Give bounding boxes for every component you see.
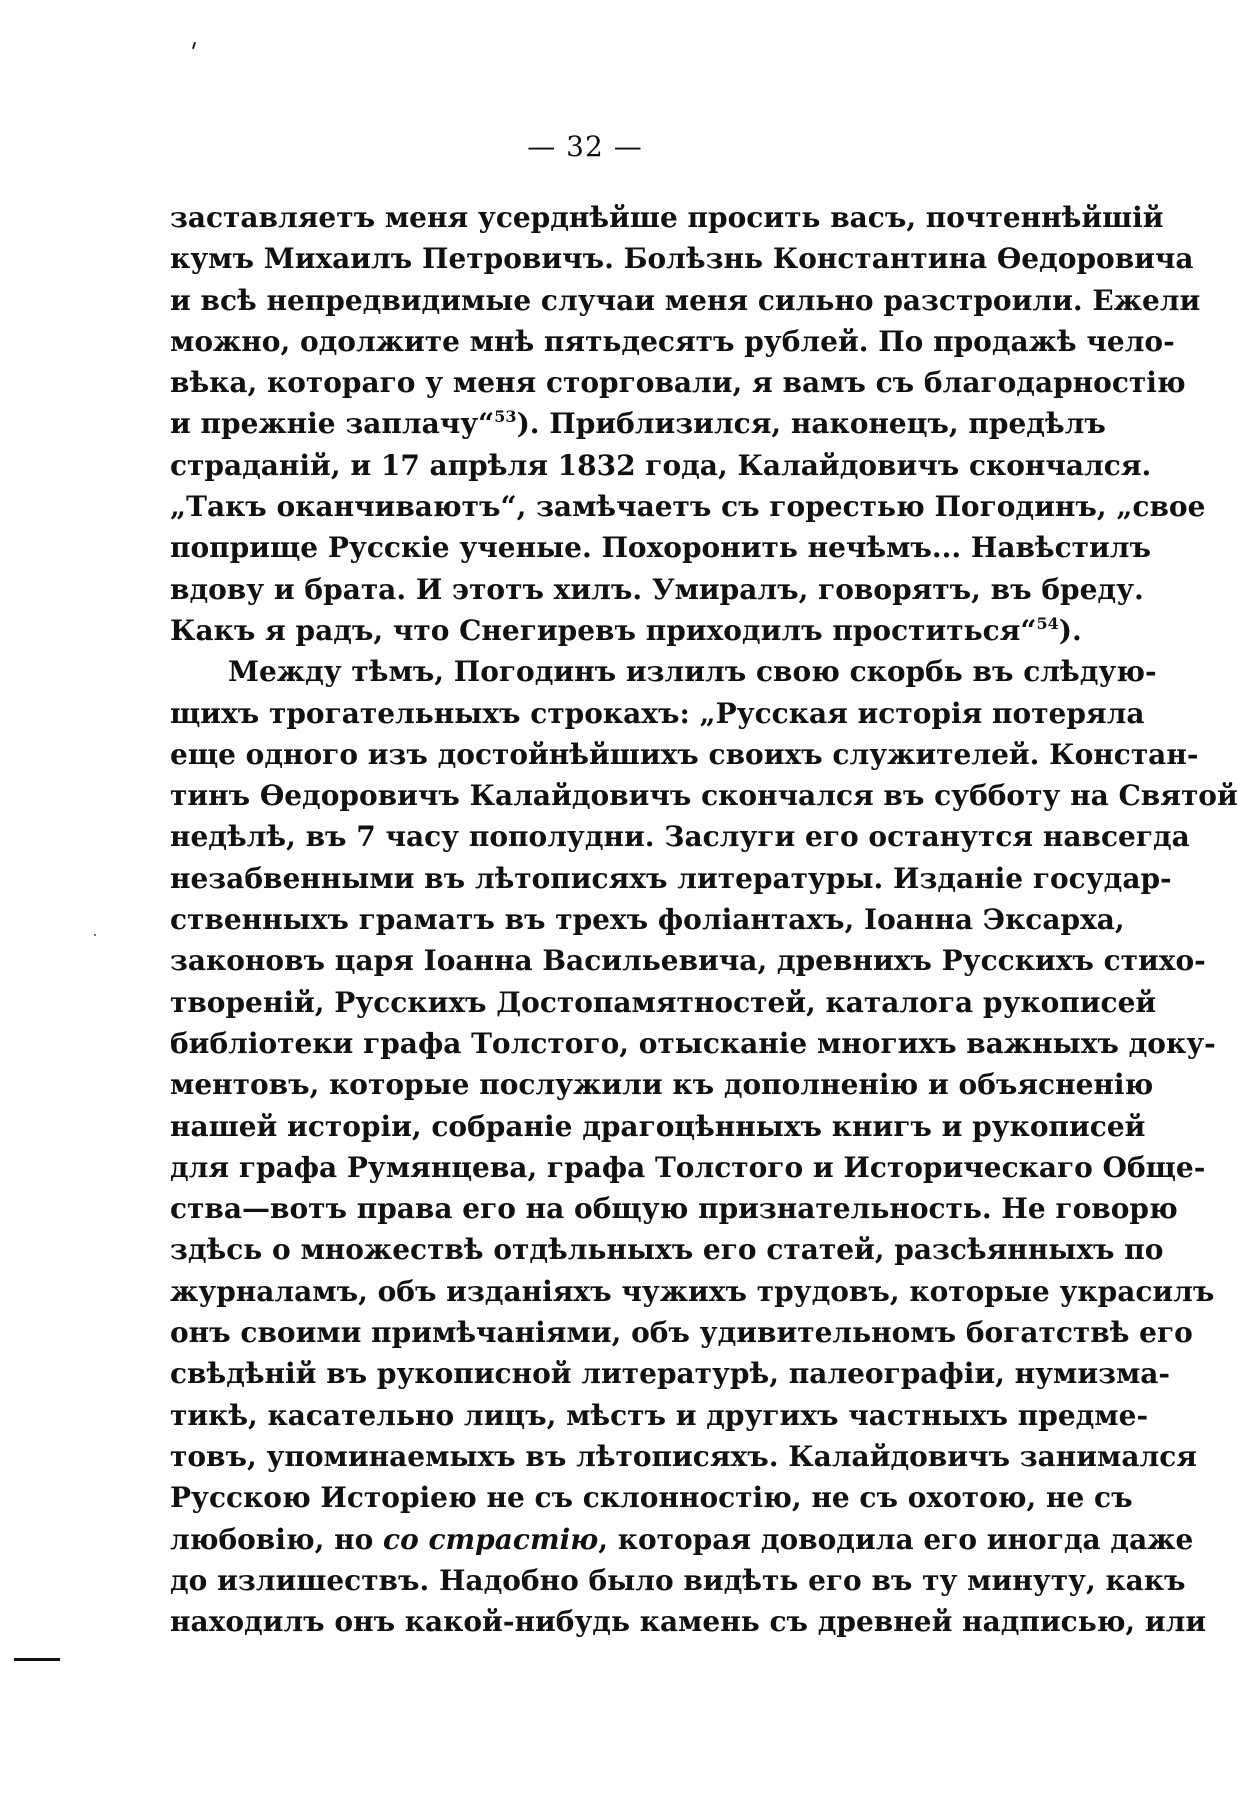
text-line: журналамъ, объ изданіяхъ чужихъ трудовъ, которые украсилъ [170,1274,1215,1308]
ink-speck [192,42,196,49]
footnote-ref: 54 [1036,613,1059,633]
page-number: — 32 — [527,130,643,163]
text-line: тикѣ, касательно лицъ, мѣстъ и другихъ частныхъ предме- [170,1398,1149,1432]
margin-rule [14,1658,60,1661]
text-line: кумъ Михаилъ Петровичъ. Болѣзнь Константина Ѳедоровича [170,242,1194,276]
text-line: свѣдѣній въ рукописной литературѣ, палеографіи, нумизма- [170,1357,1171,1391]
italic-phrase: со страстію [383,1522,599,1556]
text-line: ментовъ, которые послужили къ дополненію и объясненію [170,1068,1154,1102]
text-segment: ). [1058,613,1082,647]
text-line: недѣлѣ, въ 7 часу пополудни. Заслуги его останутся навсегда [170,820,1190,854]
text-line: законовъ царя Іоанна Васильевича, древнихъ Русскихъ стихо- [170,944,1206,978]
text-line: страданій, и 17 апрѣля 1832 года, Калайдовичъ скончался. [170,448,1152,482]
text-line: вдову и брата. И этотъ хилъ. Умиралъ, говорятъ, въ бреду. [170,572,1144,606]
text-line: еще одного изъ достойнѣйшихъ своихъ служителей. Констан- [170,737,1199,771]
text-line: Между тѣмъ, Погодинъ излилъ свою скорбь въ слѣдую- [228,655,1157,689]
text-line [170,1519,1194,1560]
text-line: вѣка, котораго у меня сторговали, я вамъ съ благодарностію [170,366,1186,400]
text-segment: и прежніе заплачу“ [170,407,495,441]
text-line: товъ, упоминаемыхъ въ лѣтописяхъ. Калайдовичъ занимался [170,1439,1197,1473]
text-line: здѣсь о множествѣ отдѣльныхъ его статей, разсѣянныхъ по [170,1233,1164,1267]
text-line: ственныхъ граматъ въ трехъ фоліантахъ, Іоанна Эксарха, [170,903,1125,937]
text-segment: ). Приблизился, наконецъ, предѣлъ [516,407,1106,441]
text-line [170,610,1082,651]
text-line: заставляетъ меня усерднѣйше просить васъ, почтеннѣйшій [170,201,1164,234]
text-line: нашей исторіи, собраніе драгоцѣнныхъ книгъ и рукописей [170,1109,1146,1143]
text-line: для графа Румянцева, графа Толстого и Историческаго Обще- [170,1150,1206,1184]
body-text [170,197,1238,1642]
text-line: твореній, Русскихъ Достопамятностей, каталога рукописей [170,985,1157,1019]
text-line: и всѣ непредвидимые случаи меня сильно разстроили. Ежели [170,283,1201,317]
text-segment: , которая доводила его иногда даже [598,1522,1194,1556]
text-line: щихъ трогательныхъ строкахъ: „Русская исторія потеряла [170,696,1145,730]
text-line [170,403,1106,444]
ink-dot [94,934,96,936]
text-segment: Какъ я радъ, что Снегиревъ приходилъ проститься“ [170,613,1037,647]
text-line: тинъ Ѳедоровичъ Калайдовичъ скончался въ субботу на Святой [170,779,1238,813]
text-line: незабвенными въ лѣтописяхъ литературы. Изданіе государ- [170,861,1172,895]
text-line: поприще Русскіе ученые. Похоронить нечѣмъ... Навѣстилъ [170,531,1151,565]
text-line: до излишествъ. Надобно было видѣть его въ ту минуту, какъ [170,1563,1186,1597]
text-line: находилъ онъ какой-нибудь камень съ древней надписью, или [170,1605,1207,1639]
text-line: можно, одолжите мнѣ пятьдесятъ рублей. По продажѣ чело- [170,324,1175,358]
footnote-ref: 53 [494,407,517,427]
text-line: онъ своими примѣчаніями, объ удивительномъ богатствѣ его [170,1316,1193,1350]
text-line: „Такъ оканчиваютъ“, замѣчаетъ съ горестью Погодинъ, „свое [170,490,1206,524]
text-line: библіотеки графа Толстого, отысканіе многихъ важныхъ доку- [170,1026,1216,1060]
text-segment: любовію, но [170,1522,374,1556]
text-line: Русскою Исторіею не съ склонностію, не съ охотою, не съ [170,1481,1133,1515]
text-line: ства—вотъ права его на общую признательность. Не говорю [170,1192,1178,1226]
